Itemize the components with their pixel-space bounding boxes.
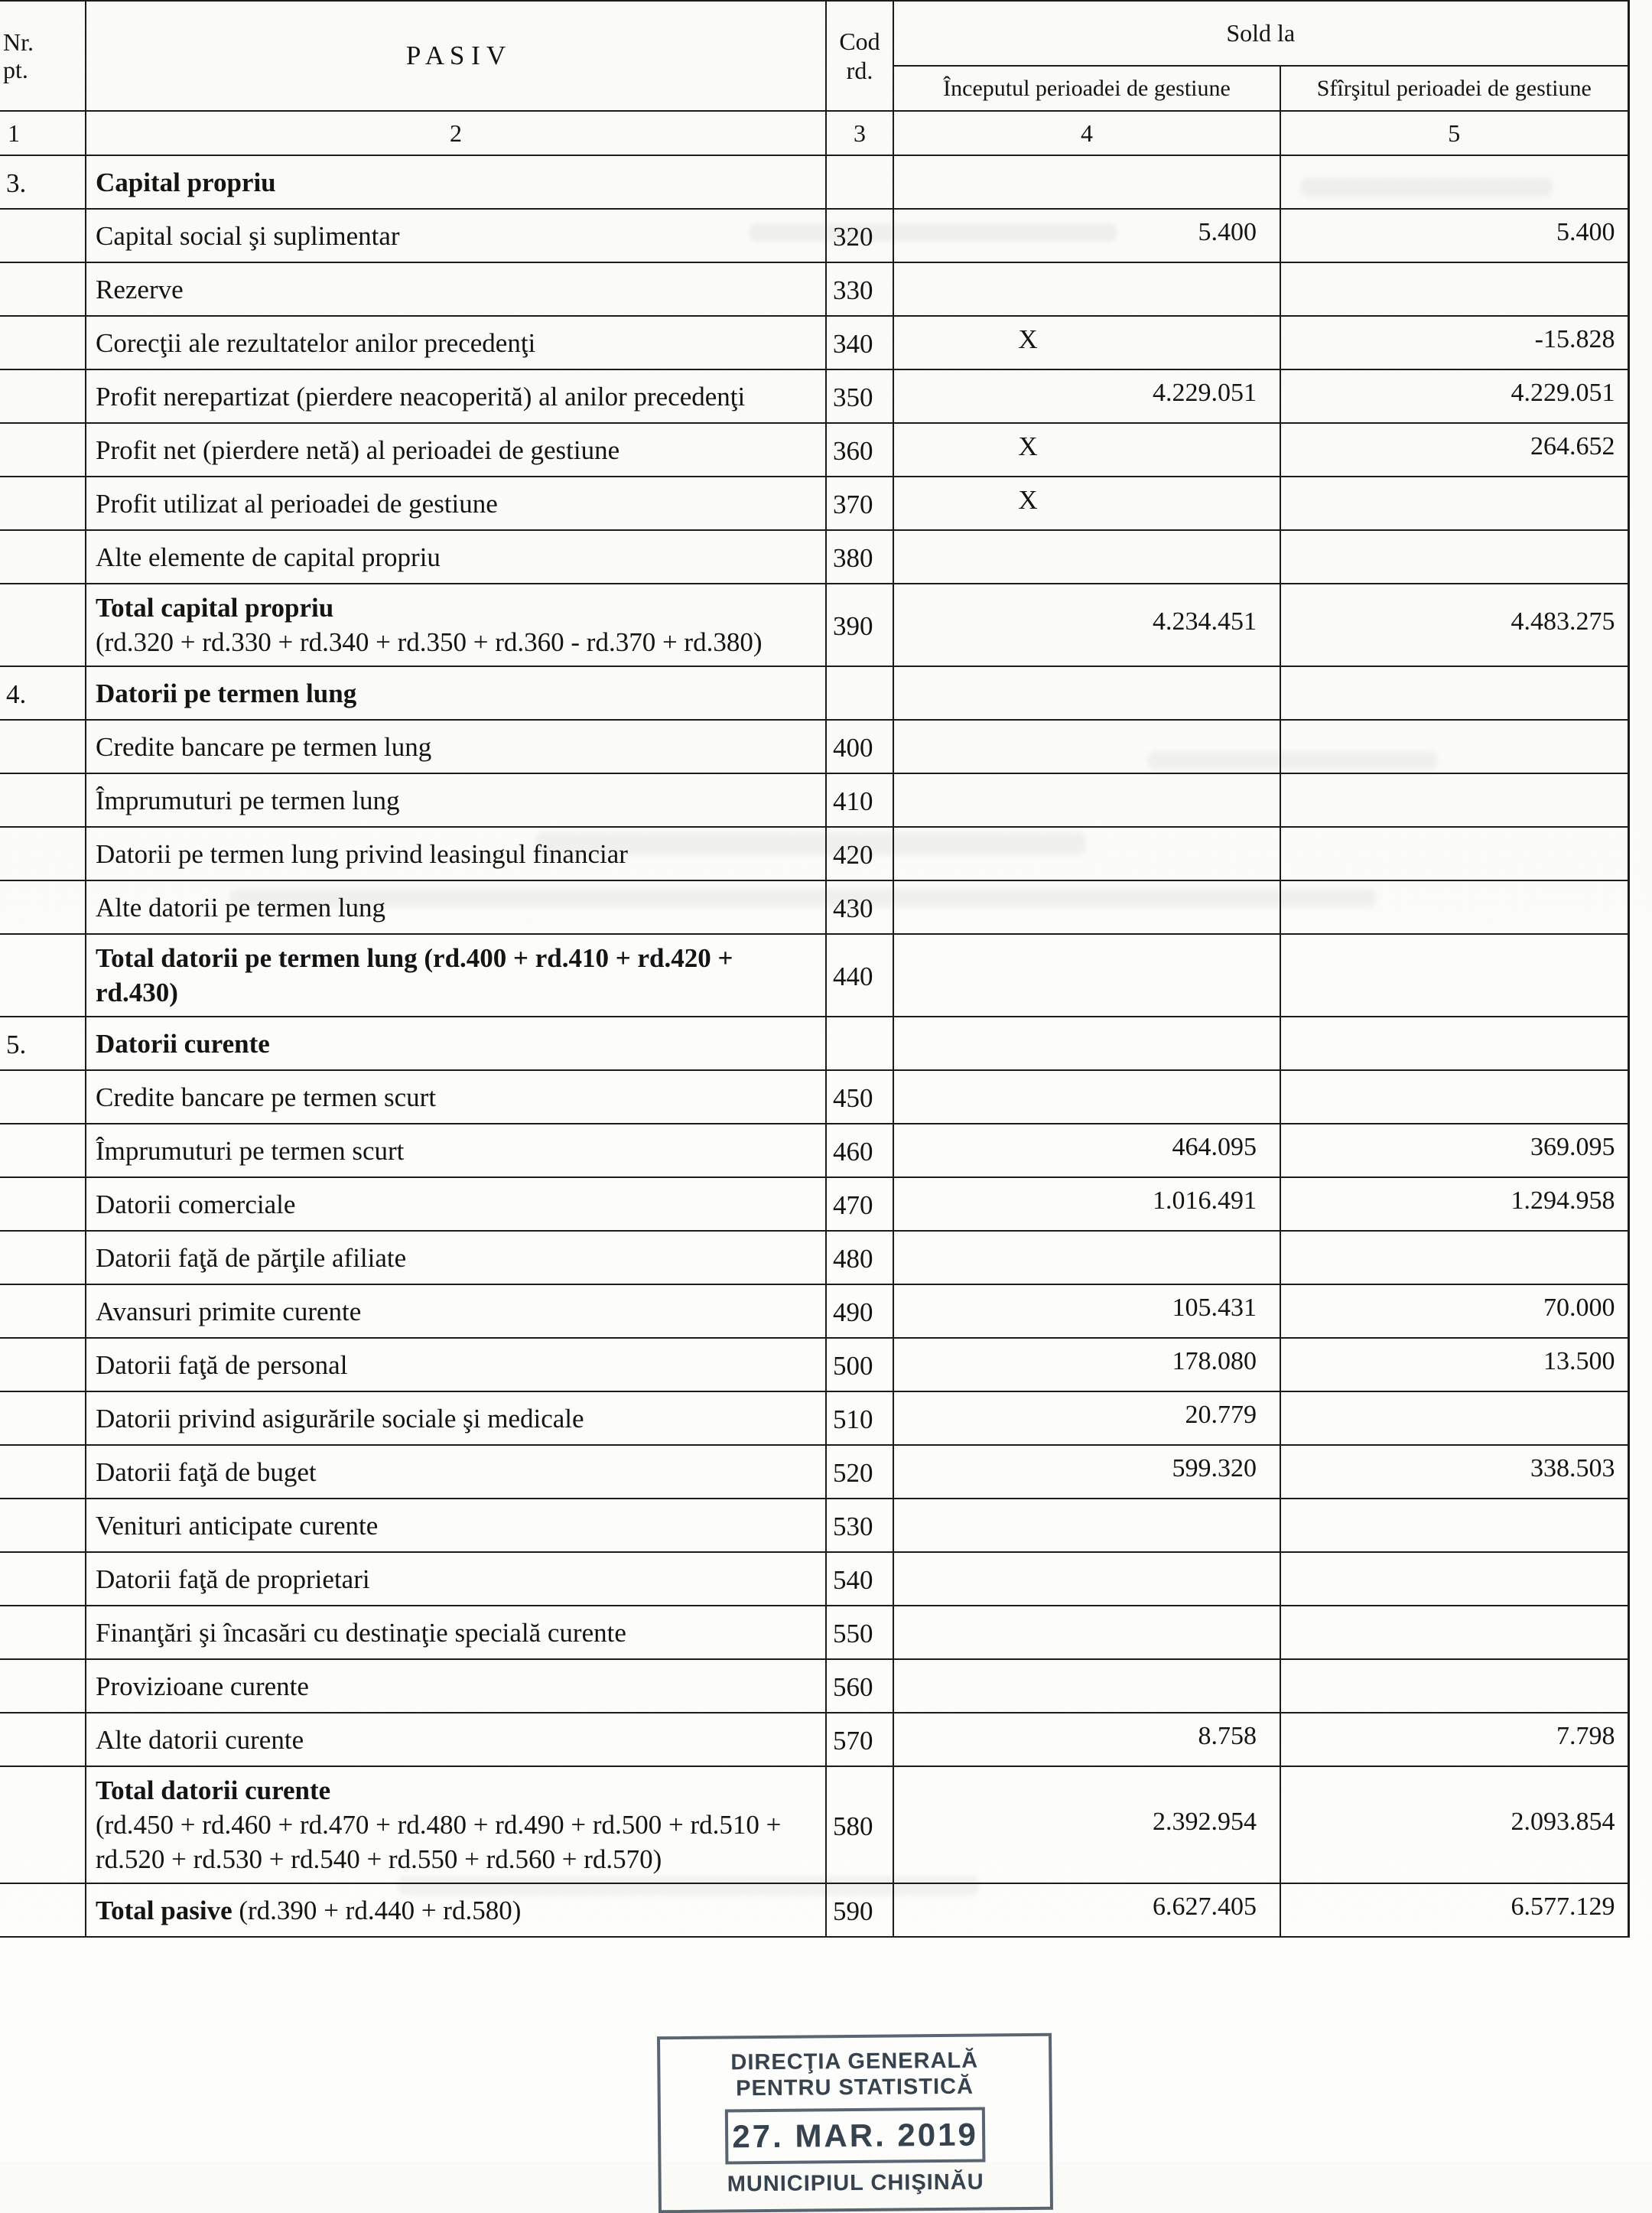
row-number-cell [0,880,86,934]
value-period-end-cell: 2.093.854 [1280,1766,1628,1883]
row-number-cell: 4. [0,666,86,720]
row-label: Profit utilizat al perioadei de gestiune [96,488,498,519]
value-period-start-cell [893,1552,1280,1606]
col-header-pasiv: P A S I V [86,1,826,111]
row-code-cell: 550 [826,1606,893,1659]
value-period-start-cell: 6.627.405 [893,1883,1280,1937]
row-code-cell: 430 [826,880,893,934]
row-code-cell: 490 [826,1284,893,1338]
row-number-cell [0,1659,86,1713]
row-code-cell: 480 [826,1231,893,1284]
pasiv-table-body [0,155,1628,1937]
stamp-org-line2: PENTRU STATISTICĂ [736,2074,974,2101]
row-label-cell [86,1499,826,1552]
row-number-cell [0,1284,86,1338]
value-period-end-cell [1280,530,1628,584]
value-period-start-cell: 2.392.954 [893,1766,1280,1883]
value-period-end-cell [1280,827,1628,880]
value-period-start-cell: 5.400 [893,209,1280,262]
value-period-end-cell [1280,1552,1628,1606]
row-number-cell [0,209,86,262]
row-number-cell: 3. [0,155,86,209]
row-label-cell [86,1177,826,1231]
row-number-cell [0,827,86,880]
row-label: Venituri anticipate curente [96,1510,379,1541]
value-period-start-cell [893,1017,1280,1070]
row-code-cell: 320 [826,209,893,262]
col-header-sold-la: Sold la [893,1,1628,66]
row-label: Total datorii pe termen lung (rd.400 + rd.410 + rd.420 + rd.430) [96,943,733,1007]
value-period-end-cell [1280,666,1628,720]
value-period-end-cell: 5.400 [1280,209,1628,262]
row-label: Credite bancare pe termen lung [96,731,432,762]
row-code-cell: 440 [826,934,893,1017]
table-row [0,1124,1628,1177]
table-row [0,423,1628,477]
row-label-cell [86,1883,826,1937]
table-row [0,720,1628,773]
row-code-cell [826,155,893,209]
header-row-main [0,1,1628,66]
value-period-end-cell [1280,1499,1628,1552]
value-period-start-cell: 1.016.491 [893,1177,1280,1231]
row-label-cell [86,584,826,666]
table-row [0,262,1628,316]
value-period-start-cell: 4.234.451 [893,584,1280,666]
row-label: Alte elemente de capital propriu [96,542,441,572]
value-period-end-cell [1280,262,1628,316]
col-header-period-end: Sfîrşitul perioadei de gestiune [1280,66,1628,111]
row-number-cell [0,477,86,530]
row-code-cell [826,666,893,720]
table-row [0,1445,1628,1499]
value-period-end-cell: 4.229.051 [1280,369,1628,423]
table-row [0,369,1628,423]
value-period-start-cell [893,880,1280,934]
value-period-start-cell [893,1499,1280,1552]
table-row [0,1231,1628,1284]
stamp-city-line: MUNICIPIUL CHIŞINĂU [727,2169,984,2197]
value-period-end-cell [1280,720,1628,773]
row-label: Împrumuturi pe termen scurt [96,1135,405,1166]
row-code-cell: 560 [826,1659,893,1713]
table-row [0,1766,1628,1883]
table-row [0,1284,1628,1338]
row-label: Corecţii ale rezultatelor anilor precedenţi [96,327,536,358]
row-number-cell [0,1499,86,1552]
row-label: Avansuri primite curente [96,1296,362,1326]
col-header-period-start: Începutul perioadei de gestiune [893,66,1280,111]
row-number-cell [0,262,86,316]
value-period-end-cell [1280,1659,1628,1713]
value-period-end-cell: 70.000 [1280,1284,1628,1338]
row-label-cell [86,720,826,773]
row-code-cell: 390 [826,584,893,666]
row-label: Datorii comerciale [96,1189,296,1219]
row-label-cell [86,262,826,316]
row-label-cell [86,880,826,934]
row-label-cell [86,1659,826,1713]
value-period-end-cell [1280,1606,1628,1659]
col-header-cod-line2: rd. [846,57,873,84]
row-label-cell [86,209,826,262]
row-number-cell [0,530,86,584]
row-label: Datorii privind asigurările sociale şi medicale [96,1403,584,1434]
row-label-cell [86,423,826,477]
row-number-cell [0,1552,86,1606]
section-row [0,666,1628,720]
row-number-cell [0,1883,86,1937]
table-row [0,1391,1628,1445]
value-period-end-cell [1280,773,1628,827]
row-number-cell [0,1391,86,1445]
col-header-nr-line2: pt. [3,56,28,83]
row-label-cell [86,316,826,369]
col-header-nr [0,1,86,111]
row-code-cell: 500 [826,1338,893,1391]
value-period-start-cell [893,934,1280,1017]
value-period-start-cell: 4.229.051 [893,369,1280,423]
row-label: Capital propriu [96,167,276,197]
value-period-start-cell [893,262,1280,316]
col-header-nr-line1: Nr. [3,28,34,56]
row-code-cell: 530 [826,1499,893,1552]
col-number-1: 1 [0,111,86,155]
row-number-cell [0,1713,86,1766]
value-period-end-cell [1280,477,1628,530]
row-label-cell [86,1445,826,1499]
row-label-cell [86,369,826,423]
row-label: Alte datorii pe termen lung [96,892,386,923]
row-number-cell [0,1606,86,1659]
row-label: Total pasive [96,1895,233,1925]
row-code-cell: 520 [826,1445,893,1499]
stamp-org-line1: DIRECŢIA GENERALĂ [730,2048,979,2075]
value-period-start-cell [893,155,1280,209]
value-period-end-cell: 6.577.129 [1280,1883,1628,1937]
row-label: Finanţări şi încasări cu destinaţie specială curente [96,1617,626,1648]
row-number-cell [0,1124,86,1177]
row-number-cell [0,1445,86,1499]
row-label-cell [86,477,826,530]
row-code-cell: 350 [826,369,893,423]
row-number-cell [0,1766,86,1883]
table-row [0,477,1628,530]
row-label: Împrumuturi pe termen lung [96,785,400,815]
value-period-start-cell: 599.320 [893,1445,1280,1499]
value-period-end-cell: -15.828 [1280,316,1628,369]
row-label: Provizioane curente [96,1671,309,1701]
stamp-date: 27. MAR. 2019 [732,2116,979,2155]
row-code-cell: 340 [826,316,893,369]
row-label-cell [86,1017,826,1070]
row-formula: (rd.390 + rd.440 + rd.580) [239,1895,522,1925]
row-code-cell: 420 [826,827,893,880]
row-label: Datorii faţă de personal [96,1349,348,1380]
col-number-4: 4 [893,111,1280,155]
table-row [0,1883,1628,1937]
row-label: Datorii faţă de proprietari [96,1564,370,1594]
row-label-cell [86,1284,826,1338]
row-number-cell [0,423,86,477]
value-period-start-cell: X [893,477,1280,530]
row-label-cell [86,1606,826,1659]
table-row [0,530,1628,584]
row-label-cell [86,1713,826,1766]
value-period-start-cell [893,1231,1280,1284]
table-row [0,1070,1628,1124]
row-number-cell: 5. [0,1017,86,1070]
row-label: Capital social şi suplimentar [96,220,400,251]
row-code-cell: 540 [826,1552,893,1606]
table-row [0,773,1628,827]
value-period-end-cell [1280,155,1628,209]
value-period-start-cell: X [893,316,1280,369]
table-row [0,316,1628,369]
row-code-cell: 410 [826,773,893,827]
col-number-3: 3 [826,111,893,155]
row-label-cell [86,934,826,1017]
row-label: Alte datorii curente [96,1724,304,1755]
table-row [0,827,1628,880]
row-label-cell [86,1766,826,1883]
value-period-start-cell [893,827,1280,880]
row-number-cell [0,316,86,369]
row-code-cell: 580 [826,1766,893,1883]
value-period-start-cell: 8.758 [893,1713,1280,1766]
value-period-end-cell [1280,1391,1628,1445]
row-label-cell [86,1552,826,1606]
row-code-cell: 380 [826,530,893,584]
table-row [0,1713,1628,1766]
row-label: Datorii faţă de buget [96,1456,317,1487]
table-row [0,1499,1628,1552]
row-label: Total capital propriu [96,593,334,623]
row-number-cell [0,934,86,1017]
table-row [0,1338,1628,1391]
value-period-start-cell [893,1606,1280,1659]
table-row [0,584,1628,666]
value-period-end-cell: 7.798 [1280,1713,1628,1766]
table-row [0,1552,1628,1606]
row-number-cell [0,1338,86,1391]
value-period-end-cell: 4.483.275 [1280,584,1628,666]
row-label: Total datorii curente [96,1775,331,1805]
row-code-cell: 360 [826,423,893,477]
row-label-cell [86,1124,826,1177]
row-label-cell [86,155,826,209]
row-number-cell [0,1231,86,1284]
row-label-cell [86,1338,826,1391]
row-label: Datorii curente [96,1028,270,1059]
row-label: Datorii pe termen lung privind leasingul financiar [96,838,628,869]
statistics-office-stamp [657,2033,1053,2213]
value-period-start-cell [893,666,1280,720]
row-label-cell [86,773,826,827]
row-label: Rezerve [96,274,184,304]
row-label: Profit nerepartizat (pierdere neacoperită) al anilor precedenţi [96,381,746,412]
row-code-cell: 450 [826,1070,893,1124]
row-number-cell [0,369,86,423]
row-code-cell: 460 [826,1124,893,1177]
col-number-2: 2 [86,111,826,155]
table-row [0,1659,1628,1713]
col-header-cod-line1: Cod [839,28,880,55]
row-formula: (rd.320 + rd.330 + rd.340 + rd.350 + rd.360 - rd.370 + rd.380) [96,627,763,657]
value-period-start-cell [893,530,1280,584]
value-period-start-cell: 464.095 [893,1124,1280,1177]
table-row [0,1606,1628,1659]
row-label-cell [86,1391,826,1445]
row-formula: (rd.450 + rd.460 + rd.470 + rd.480 + rd.490 + rd.500 + rd.510 + rd.520 + rd.530 + rd.540 + rd.550 + rd.560 + rd.570) [96,1810,782,1874]
row-label-cell [86,666,826,720]
value-period-end-cell: 264.652 [1280,423,1628,477]
pasiv-table-header [0,1,1628,155]
row-number-cell [0,773,86,827]
value-period-start-cell: 105.431 [893,1284,1280,1338]
row-code-cell: 470 [826,1177,893,1231]
value-period-end-cell: 1.294.958 [1280,1177,1628,1231]
column-number-row [0,111,1628,155]
col-header-cod [826,1,893,111]
value-period-start-cell: 20.779 [893,1391,1280,1445]
value-period-end-cell [1280,1017,1628,1070]
value-period-end-cell: 338.503 [1280,1445,1628,1499]
value-period-start-cell [893,773,1280,827]
value-period-start-cell: 178.080 [893,1338,1280,1391]
section-row [0,155,1628,209]
row-number-cell [0,1070,86,1124]
row-code-cell [826,1017,893,1070]
value-period-end-cell [1280,1231,1628,1284]
stamp-date-box [725,2107,986,2165]
value-period-end-cell: 13.500 [1280,1338,1628,1391]
row-code-cell: 590 [826,1883,893,1937]
row-code-cell: 330 [826,262,893,316]
table-row [0,934,1628,1017]
table-row [0,209,1628,262]
value-period-start-cell [893,1659,1280,1713]
value-period-end-cell [1280,934,1628,1017]
value-period-start-cell: X [893,423,1280,477]
row-label-cell [86,827,826,880]
value-period-start-cell [893,1070,1280,1124]
row-label-cell [86,1070,826,1124]
row-number-cell [0,720,86,773]
row-number-cell [0,584,86,666]
row-code-cell: 570 [826,1713,893,1766]
col-number-5: 5 [1280,111,1628,155]
row-label: Datorii faţă de părţile afiliate [96,1242,407,1273]
row-code-cell: 510 [826,1391,893,1445]
row-label: Profit net (pierdere netă) al perioadei de gestiune [96,434,620,465]
row-label-cell [86,530,826,584]
row-label: Datorii pe termen lung [96,678,357,708]
row-label: Credite bancare pe termen scurt [96,1082,437,1112]
table-row [0,1177,1628,1231]
row-code-cell: 370 [826,477,893,530]
value-period-end-cell: 369.095 [1280,1124,1628,1177]
row-label-cell [86,1231,826,1284]
table-row [0,880,1628,934]
row-code-cell: 400 [826,720,893,773]
value-period-end-cell [1280,880,1628,934]
row-number-cell [0,1177,86,1231]
section-row [0,1017,1628,1070]
value-period-start-cell [893,720,1280,773]
value-period-end-cell [1280,1070,1628,1124]
